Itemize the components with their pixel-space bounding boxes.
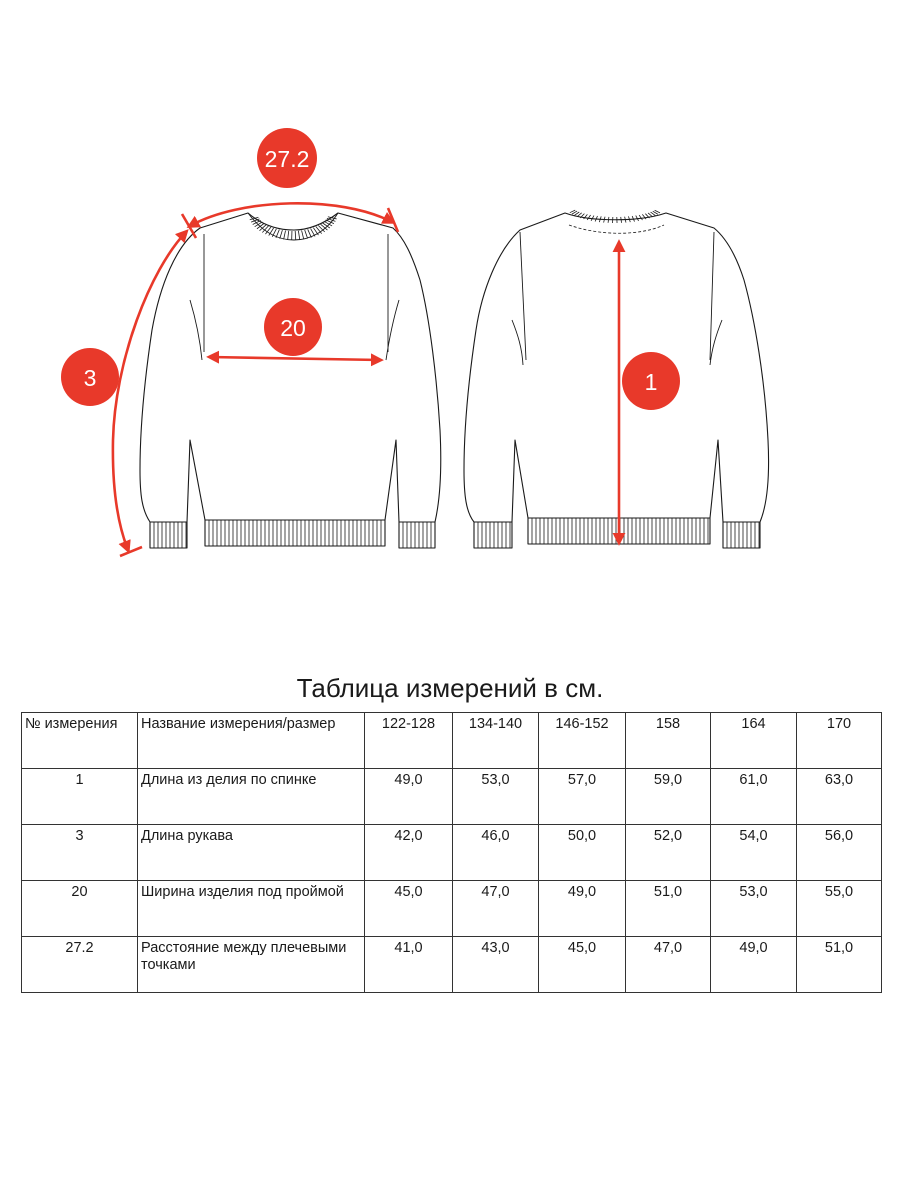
row-value: 59,0 [626, 769, 711, 825]
badge-sleeve-label: 3 [83, 365, 97, 391]
row-value: 42,0 [365, 825, 453, 881]
row-num: 27.2 [22, 937, 138, 993]
row-value: 47,0 [626, 937, 711, 993]
row-value: 52,0 [626, 825, 711, 881]
size-table [21, 712, 882, 993]
row-value: 43,0 [453, 937, 539, 993]
header-size: 134-140 [453, 713, 539, 769]
row-value: 54,0 [711, 825, 797, 881]
row-value: 56,0 [797, 825, 882, 881]
back-left-cuff-ribbing [474, 522, 512, 548]
row-value: 61,0 [711, 769, 797, 825]
row-value: 53,0 [453, 769, 539, 825]
header-size: 158 [626, 713, 711, 769]
table-row [22, 937, 882, 993]
row-value: 47,0 [453, 881, 539, 937]
badge-shoulder [257, 128, 317, 188]
table-title: Таблица измерений в см. [296, 673, 604, 703]
rib-line [295, 231, 296, 240]
row-value: 49,0 [539, 881, 626, 937]
row-name: Ширина изделия под проймой [138, 881, 365, 937]
table-row [22, 769, 882, 825]
header-size: 164 [711, 713, 797, 769]
row-value: 49,0 [711, 937, 797, 993]
badge-width [264, 298, 322, 356]
header-size: 122-128 [365, 713, 453, 769]
row-value: 50,0 [539, 825, 626, 881]
row-value: 57,0 [539, 769, 626, 825]
header-num: № измерения [22, 713, 138, 769]
row-value: 53,0 [711, 881, 797, 937]
table-row [22, 825, 882, 881]
header-size: 146-152 [539, 713, 626, 769]
row-value: 51,0 [797, 937, 882, 993]
badge-back-length-label: 1 [644, 369, 658, 395]
front-right-cuff-ribbing [399, 522, 435, 548]
front-left-cuff-ribbing [150, 522, 187, 548]
row-value: 41,0 [365, 937, 453, 993]
badge-back-length [622, 352, 680, 410]
row-value: 45,0 [365, 881, 453, 937]
row-name: Длина из делия по спинке [138, 769, 365, 825]
row-value: 49,0 [365, 769, 453, 825]
badge-shoulder-label: 27.2 [264, 146, 310, 172]
sleeve-tick-bottom [120, 547, 142, 556]
badge-width-label: 20 [280, 315, 306, 341]
row-value: 46,0 [453, 825, 539, 881]
table-row [22, 881, 882, 937]
back-sweater [464, 210, 769, 548]
table-header-row [22, 713, 882, 769]
row-num: 1 [22, 769, 138, 825]
header-size: 170 [797, 713, 882, 769]
row-value: 55,0 [797, 881, 882, 937]
front-sweater [140, 213, 441, 548]
row-value: 45,0 [539, 937, 626, 993]
badge-sleeve [61, 348, 119, 406]
row-value: 51,0 [626, 881, 711, 937]
row-num: 3 [22, 825, 138, 881]
front-hem-ribbing [205, 520, 385, 546]
row-value: 63,0 [797, 769, 882, 825]
header-name: Название измерения/размер [138, 713, 365, 769]
back-right-cuff-ribbing [723, 522, 760, 548]
row-name: Расстояние между плечевыми точками [138, 937, 365, 993]
row-name: Длина рукава [138, 825, 365, 881]
row-num: 20 [22, 881, 138, 937]
